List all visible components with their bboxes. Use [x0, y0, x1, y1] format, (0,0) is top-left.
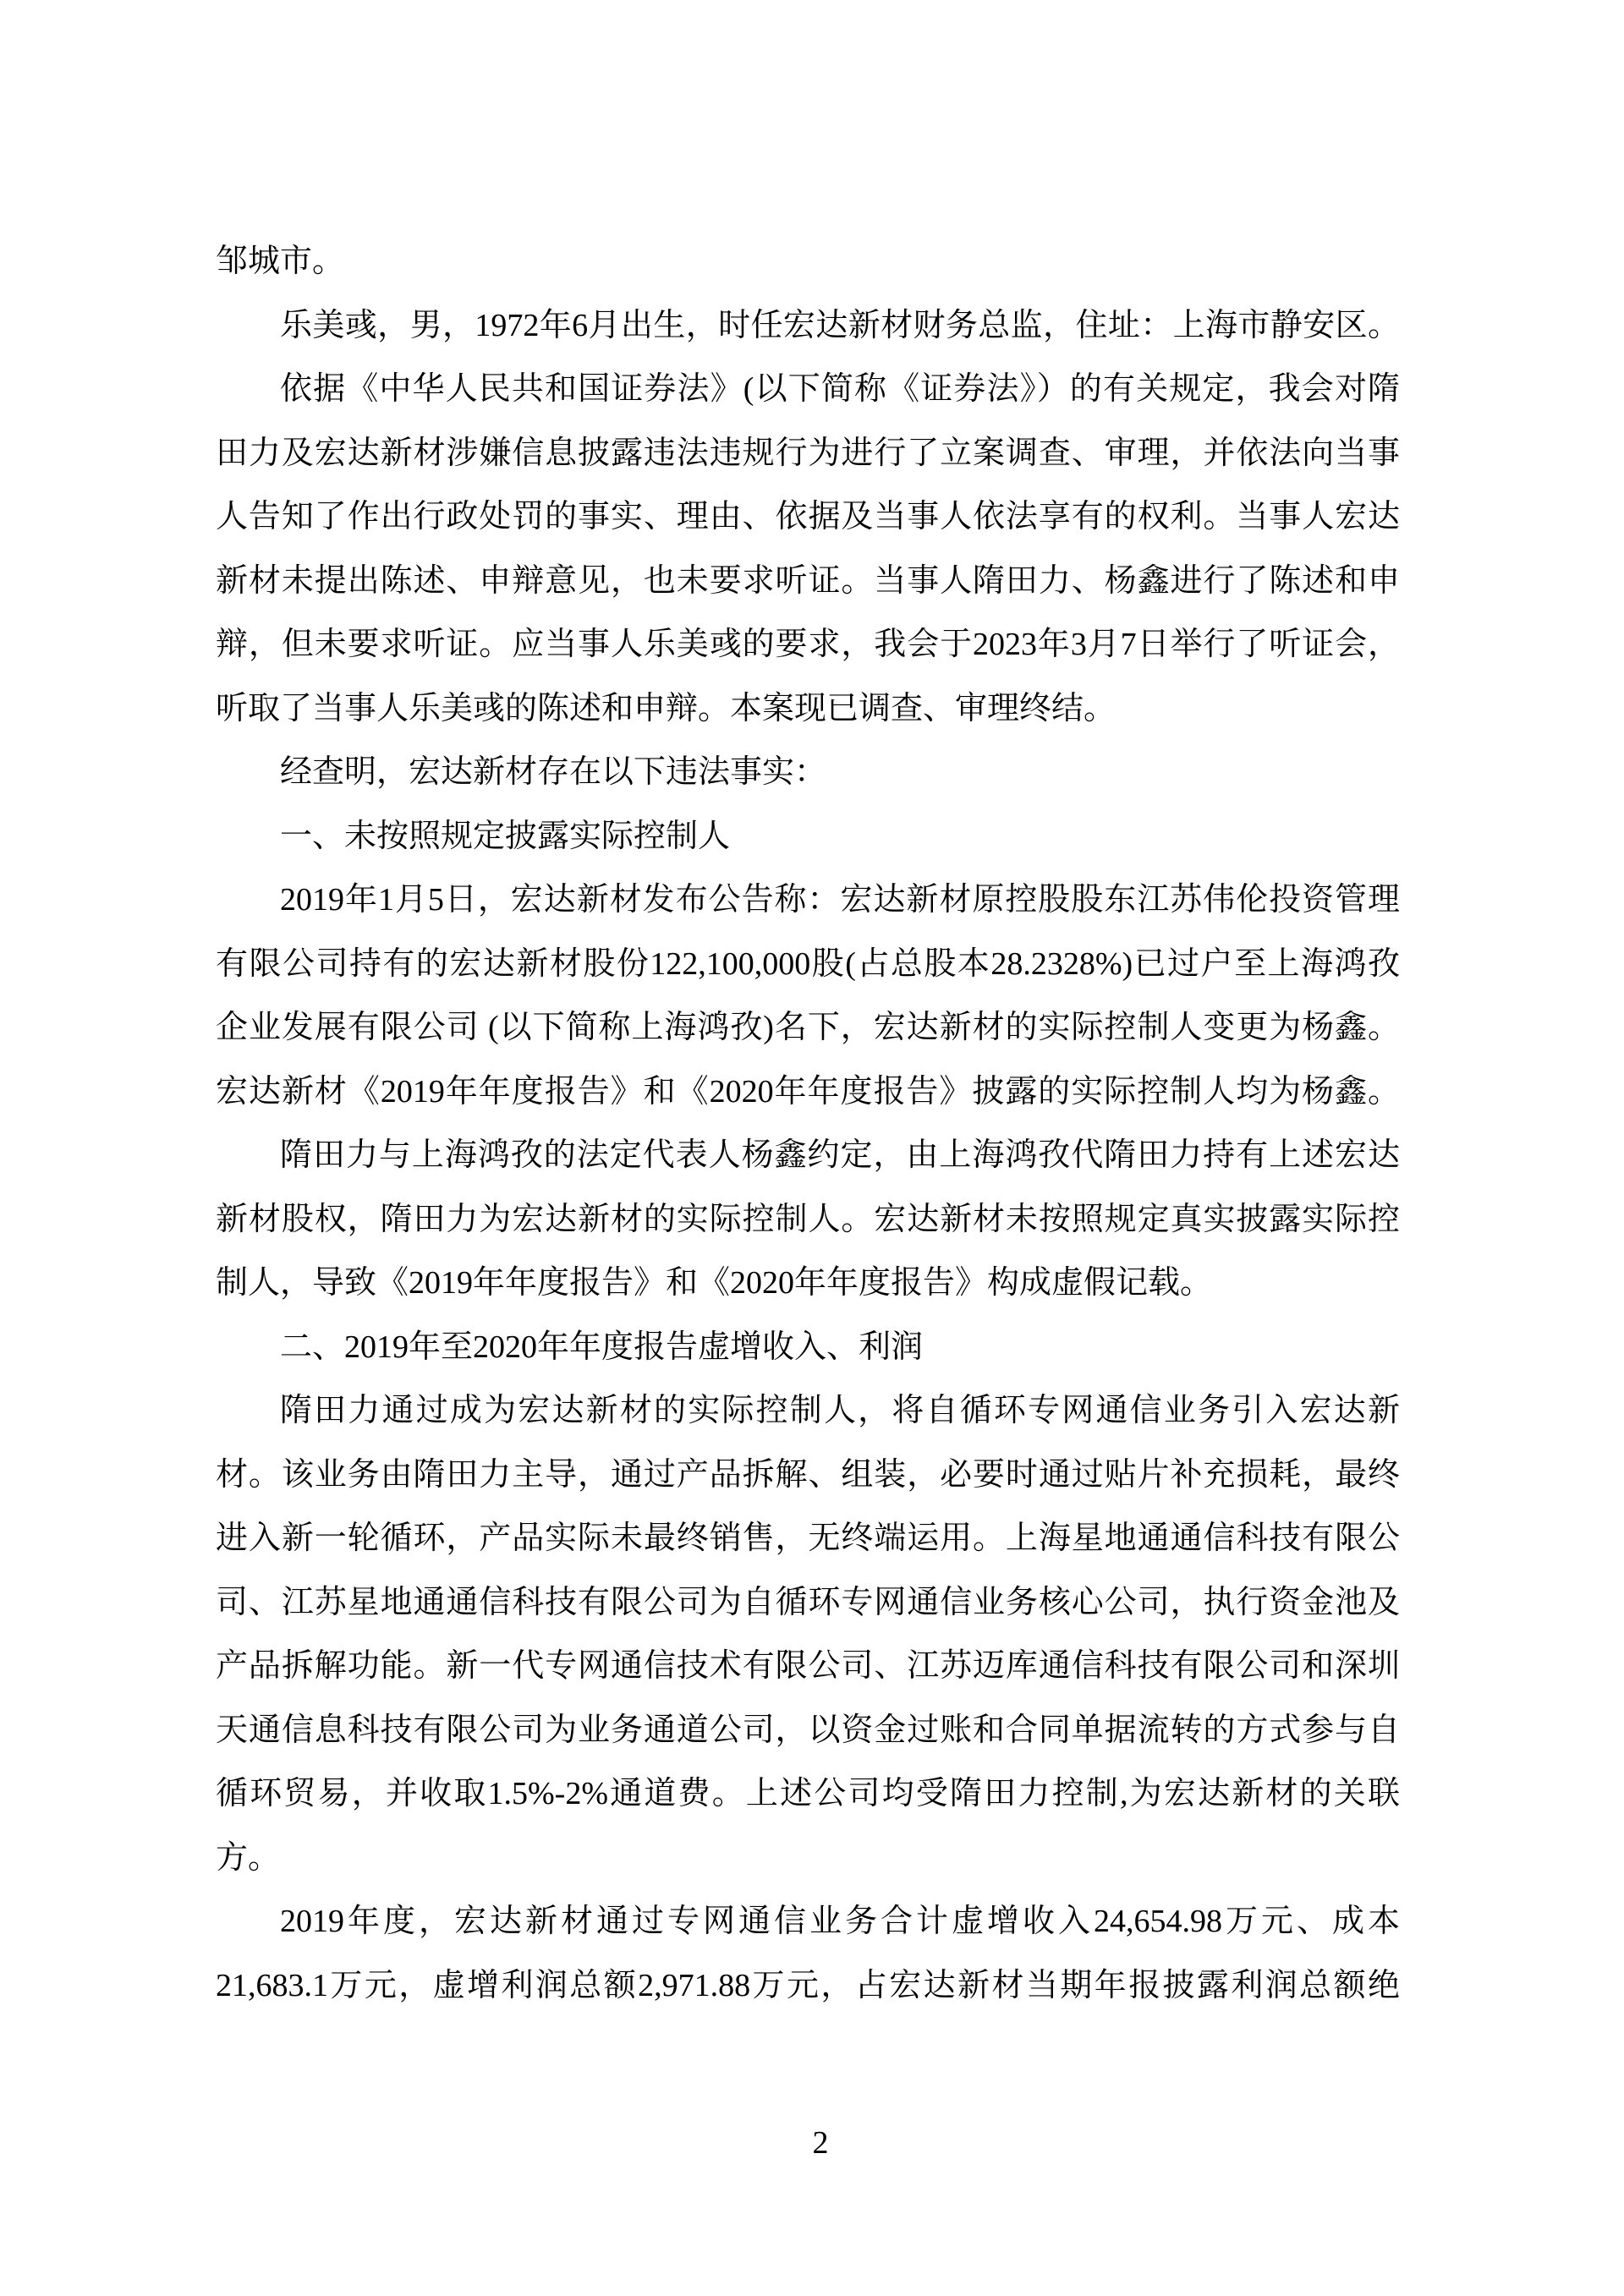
text-line: 21,683.1万元，虚增利润总额2,971.88万元，占宏达新材当期年报披露利润总额绝: [216, 1967, 1400, 2003]
text-line: 隋田力与上海鸿孜的法定代表人杨鑫约定，由上海鸿孜代隋田力持有上述宏达: [280, 1137, 1400, 1173]
text-line: 宏达新材《2019年年度报告》和《2020年年度报告》披露的实际控制人均为杨鑫。: [216, 1073, 1400, 1110]
text-line: 有限公司持有的宏达新材股份122,100,000股(占总股本28.2328%)已过户至上海鸿孜: [216, 945, 1400, 982]
text-line: 天通信息科技有限公司为业务通道公司，以资金过账和合同单据流转的方式参与自: [216, 1712, 1400, 1748]
page-number: 2: [812, 2125, 829, 2161]
text-line: 人告知了作出行政处罚的事实、理由、依据及当事人依法享有的权利。当事人宏达: [216, 499, 1400, 534]
text-line: 听取了当事人乐美彧的陈述和申辩。本案现已调查、审理终结。: [216, 690, 1116, 726]
text-line: 循环贸易，并收取1.5%-2%通道费。上述公司均受隋田力控制,为宏达新材的关联: [216, 1776, 1400, 1811]
text-line: 辩，但未要求听证。应当事人乐美彧的要求，我会于2023年3月7日举行了听证会，: [216, 627, 1400, 662]
text-line: 材。该业务由隋田力主导，通过产品拆解、组装，必要时通过贴片补充损耗，最终: [216, 1456, 1400, 1493]
text-line: 新材股权，隋田力为宏达新材的实际控制人。宏达新材未按照规定真实披露实际控: [216, 1201, 1400, 1237]
text-line: 企业发展有限公司 (以下简称上海鸿孜)名下，宏达新材的实际控制人变更为杨鑫。: [216, 1010, 1400, 1045]
text-line: 进入新一轮循环，产品实际未最终销售，无终端运用。上海星地通通信科技有限公: [216, 1521, 1400, 1556]
text-line: 2019年1月5日，宏达新材发布公告称：宏达新材原控股股东江苏伟伦投资管理: [280, 882, 1400, 918]
text-line: 2019年度，宏达新材通过专网通信业务合计虚增收入24,654.98万元、成本: [280, 1904, 1400, 1939]
text-line: 隋田力通过成为宏达新材的实际控制人，将自循环专网通信业务引入宏达新: [280, 1393, 1400, 1428]
text-line: 依据《中华人民共和国证券法》(以下简称《证券法》）的有关规定，我会对隋: [280, 371, 1400, 407]
text-line: 新材未提出陈述、申辩意见，也未要求听证。当事人隋田力、杨鑫进行了陈述和申: [216, 562, 1400, 599]
text-line: 经查明，宏达新材存在以下违法事实：: [280, 754, 827, 790]
text-line: 乐美彧，男，1972年6月出生，时任宏达新材财务总监，住址：上海市静安区。: [280, 307, 1400, 343]
document-body: [216, 230, 1400, 2018]
text-line: 制人，导致《2019年年度报告》和《2020年年度报告》构成虚假记载。: [216, 1265, 1213, 1301]
text-line: 一、未按照规定披露实际控制人: [280, 818, 731, 854]
text-line: 方。: [216, 1839, 281, 1876]
text-line: 产品拆解功能。新一代专网通信技术有限公司、江苏迈库通信科技有限公司和深圳: [216, 1648, 1400, 1684]
text-line: 二、2019年至2020年年度报告虚增收入、利润: [280, 1329, 924, 1365]
text-line: 田力及宏达新材涉嫌信息披露违法违规行为进行了立案调查、审理，并依法向当事: [216, 435, 1400, 471]
text-line: 邹城市。: [216, 244, 345, 279]
text-line: 司、江苏星地通通信科技有限公司为自循环专网通信业务核心公司，执行资金池及: [216, 1584, 1400, 1620]
